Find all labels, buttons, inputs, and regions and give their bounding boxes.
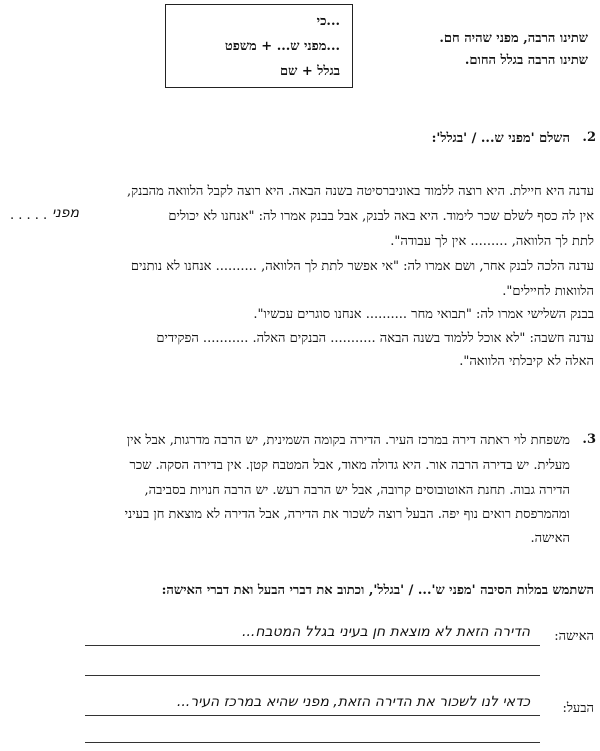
ex2-line-2: אין לה כסף לשלם שכר לימוד. היא באה לבנק, אבל בבנק אמרו לה: "אנחנו לא יכולים [168,209,594,224]
answer-line-wife-1 [85,645,540,646]
ex2-line-6: בבנק השלישי אמרו לה: "תבואי מחר .......... אנחנו סוגרים עכשיו". [253,307,594,322]
example-line-1: שתינו הרבה, מפני שהיה חם. [439,31,588,46]
instruction-text: השתמש במלות הסיבה 'מפני ש'... / 'בגלל', וכתוב את דברי הבעל ואת דברי האישה: [161,583,594,598]
ex3-line-2: מעלית. יש בדירה הרבה אור. היא גדולה מאוד, אבל המטבח קטן. אין בדירה הסקה. שכר [129,458,570,473]
box-line-mipnei: ...מפני ש... + משפט [224,39,340,54]
ex2-line-4: עדנה הלכה לבנק אחר, ושם אמרו לה: "אי אפשר לתת לך הלוואה, .......... אנחנו לא נותנים [130,259,594,274]
ex3-line-4: ומהמרפסת רואים נוף יפה. הבעל רוצה לשכור את הדירה, אבל הדירה לא מוצאת חן בעיני [124,507,570,522]
exercise-3-number: .3 [582,432,596,447]
ex3-line-1: משפחת לוי ראתה דירה במרכז העיר. הדירה בקומה השמינית, יש הרבה מדרגות, אבל אין [126,433,570,448]
exercise-2-title: השלם 'מפני ש... / 'בגלל': [431,131,570,146]
example-line-2: שתינו הרבה בגלל החום. [464,53,588,68]
box-line-biglal: בגלל + שם [280,64,340,79]
ex3-line-3: הדירה גבוה. תחנת האוטובוסים קרובה, אבל יש הרבה רעש. יש הרבה חנויות בסביבה, [144,483,570,498]
ex3-line-5: האישה. [530,531,570,546]
answer-line-husband-1 [85,715,540,716]
ex2-leading-dots: . . . . . [10,208,48,223]
exercise-2-number: .2 [582,130,596,145]
answer-label-husband: הבעל: [562,701,594,716]
ex2-handwritten-answer: מפני [52,205,79,221]
answer-label-wife: האישה: [554,629,594,644]
answer-line-wife-2 [85,675,540,676]
ex2-line-5: הלוואות לחיילים". [502,284,594,299]
ex2-line-1: עדנה היא חיילת. היא רוצה ללמוד באוניברסיטה בשנה הבאה. היא רוצה לקבל הלוואה מהבנק, [127,184,594,199]
answer-line-husband-2 [85,742,540,743]
ex2-line-8: האלה לא קיבלתי הלוואה". [459,354,594,369]
answer-text-wife: הדירה הזאת לא מוצאת חן בעיני בגלל המטבח... [242,624,530,640]
answer-text-husband: כדאי לנו לשכור את הדירה הזאת, מפני שהיא במרכז העיר... [176,694,530,710]
ex2-line-7: עדנה חשבה: "לא אוכל ללמוד בשנה הבאה ........... הבנקים האלה. ........... הפקידים [156,331,594,346]
grammar-box [165,4,353,88]
box-line-ki: ...כי [316,14,340,29]
ex2-line-3: לתת לך הלוואה, ......... אין לך עבודה". [390,234,594,249]
